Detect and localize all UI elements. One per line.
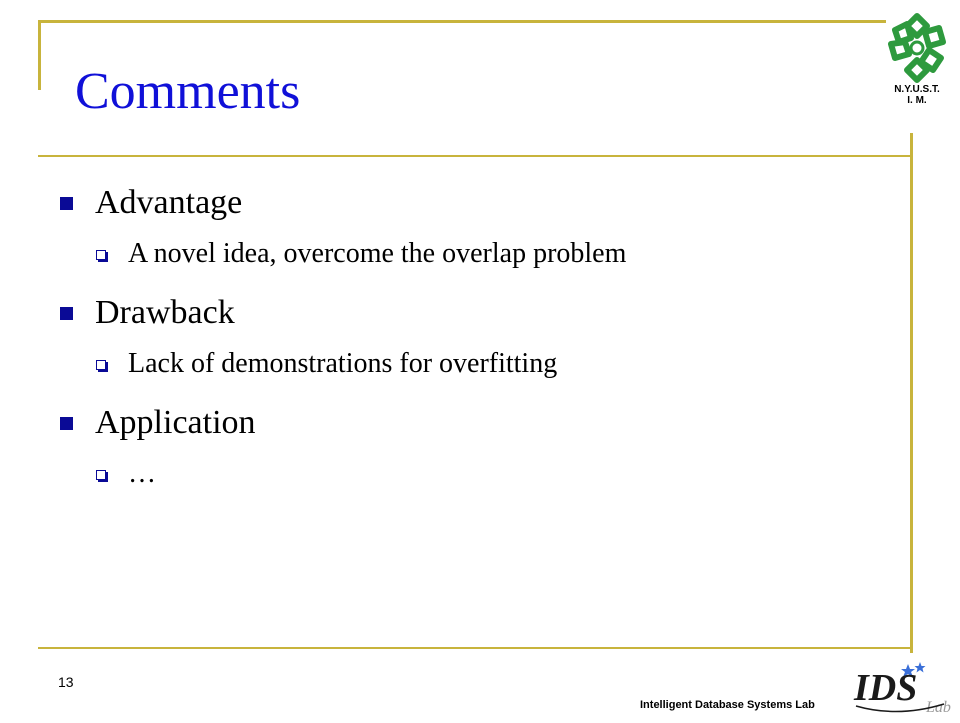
nyust-caption-line2: I. M. xyxy=(907,95,927,106)
hollow-square-bullet-icon xyxy=(96,360,106,370)
square-bullet-icon xyxy=(60,417,73,430)
footer-lab-name: Intelligent Database Systems Lab xyxy=(640,699,815,711)
square-bullet-icon xyxy=(60,307,73,320)
footer-divider xyxy=(38,647,913,649)
nyust-emblem-icon xyxy=(885,12,949,84)
ids-lab-logo-icon xyxy=(848,660,956,718)
sub-bullet-item xyxy=(58,336,898,400)
nyust-logo xyxy=(882,12,952,114)
sub-bullet-text: … xyxy=(128,458,156,489)
sub-bullet-text: A novel idea, overcome the overlap problem xyxy=(128,238,627,269)
svg-text:IDS: IDS xyxy=(854,667,918,709)
slide-title: Comments xyxy=(75,63,301,120)
bullet-label: Advantage xyxy=(95,184,243,221)
ids-lab-logo xyxy=(848,660,956,718)
bullet-list xyxy=(58,180,898,510)
page-number: 13 xyxy=(58,674,74,690)
sub-bullet-text: Lack of demonstrations for overfitting xyxy=(128,348,558,379)
bullet-item-drawback xyxy=(58,290,898,336)
sub-bullet-item xyxy=(58,446,898,510)
right-frame-border xyxy=(910,133,913,653)
square-bullet-icon xyxy=(60,197,73,210)
bullet-label: Drawback xyxy=(95,294,235,331)
sub-bullet-item xyxy=(58,226,898,290)
svg-text:Lab: Lab xyxy=(926,699,951,716)
bullet-item-advantage xyxy=(58,180,898,226)
bullet-item-application xyxy=(58,400,898,446)
hollow-square-bullet-icon xyxy=(96,250,106,260)
title-divider xyxy=(38,155,913,157)
hollow-square-bullet-icon xyxy=(96,470,106,480)
nyust-caption-line1: N.Y.U.S.T. xyxy=(894,84,940,95)
bullet-label: Application xyxy=(95,404,256,441)
